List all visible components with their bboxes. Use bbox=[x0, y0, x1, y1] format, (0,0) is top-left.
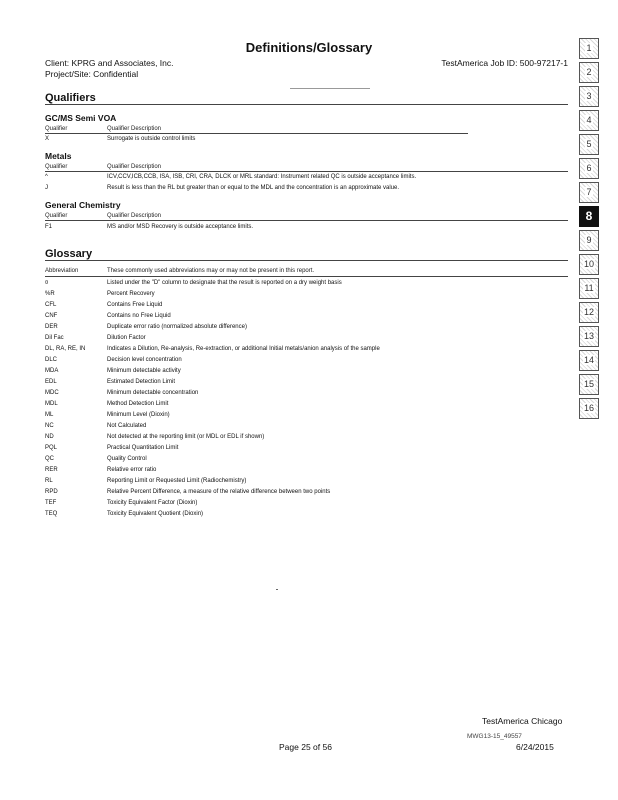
glossary-desc: Percent Recovery bbox=[107, 291, 155, 297]
side-tab[interactable]: 7 bbox=[579, 182, 599, 203]
qualifier-desc: Result is less than the RL but greater than or equal to the MDL and the concentration is an approximate value. bbox=[107, 185, 400, 191]
glossary-desc: Quality Control bbox=[107, 456, 147, 462]
footer-page-number: Page 25 of 56 bbox=[279, 742, 332, 752]
qualifier-desc: ICV,CCV,ICB,CCB, ISA, ISB, CRI, CRA, DLCK or MRL standard: Instrument related QC is outside acceptance limits. bbox=[107, 174, 417, 180]
section-heading-general-chemistry: General Chemistry bbox=[45, 200, 121, 210]
glossary-desc: Decision level concentration bbox=[107, 357, 182, 363]
glossary-abbr: ND bbox=[45, 434, 54, 440]
glossary-abbr: CFL bbox=[45, 302, 57, 308]
stray-mark bbox=[276, 589, 278, 590]
col-header-description: Qualifier Description bbox=[107, 213, 162, 219]
side-tab[interactable]: 9 bbox=[579, 230, 599, 251]
glossary-desc: Minimum Level (Dioxin) bbox=[107, 412, 170, 418]
side-tab[interactable]: 12 bbox=[579, 302, 599, 323]
footer-doc-code: MWG13-15_49557 bbox=[467, 733, 522, 740]
glossary-abbr: EDL bbox=[45, 379, 57, 385]
client-line: Client: KPRG and Associates, Inc. bbox=[45, 58, 174, 68]
glossary-heading: Glossary bbox=[45, 248, 93, 260]
glossary-abbr: TEF bbox=[45, 500, 57, 506]
col-header-qualifier: Qualifier bbox=[45, 126, 68, 132]
glossary-rule bbox=[45, 260, 568, 261]
glossary-abbr: CNF bbox=[45, 313, 58, 319]
table-rule bbox=[45, 133, 468, 134]
qualifier-code: F1 bbox=[45, 224, 53, 230]
side-tab[interactable]: 15 bbox=[579, 374, 599, 395]
glossary-abbr: DER bbox=[45, 324, 58, 330]
glossary-abbr: DLC bbox=[45, 357, 58, 363]
glossary-desc: Not Calculated bbox=[107, 423, 147, 429]
side-tab[interactable]: 5 bbox=[579, 134, 599, 155]
glossary-desc: Contains no Free Liquid bbox=[107, 313, 171, 319]
glossary-abbr: MDC bbox=[45, 390, 59, 396]
qualifier-code: ^ bbox=[45, 174, 48, 180]
side-tab-active[interactable]: 8 bbox=[579, 206, 599, 227]
col-header-qualifier: Qualifier bbox=[45, 213, 68, 219]
project-line: Project/Site: Confidential bbox=[45, 69, 139, 79]
glossary-abbr: Dil Fac bbox=[45, 335, 64, 341]
glossary-abbr: ¤ bbox=[45, 280, 49, 286]
table-rule bbox=[45, 276, 568, 277]
side-tab[interactable]: 10 bbox=[579, 254, 599, 275]
side-tab[interactable]: 3 bbox=[579, 86, 599, 107]
glossary-abbr: NC bbox=[45, 423, 54, 429]
side-tab[interactable]: 11 bbox=[579, 278, 599, 299]
table-rule bbox=[45, 171, 568, 172]
glossary-abbr: PQL bbox=[45, 445, 58, 451]
glossary-abbr: TEQ bbox=[45, 511, 58, 517]
glossary-desc: Dilution Factor bbox=[107, 335, 146, 341]
glossary-abbr: QC bbox=[45, 456, 54, 462]
glossary-desc: Not detected at the reporting limit (or MDL or EDL if shown) bbox=[107, 434, 265, 440]
side-tab[interactable]: 4 bbox=[579, 110, 599, 131]
qualifier-desc: MS and/or MSD Recovery is outside acceptance limits. bbox=[107, 224, 254, 230]
col-header-description: Qualifier Description bbox=[107, 126, 162, 132]
glossary-desc: Indicates a Dilution, Re-analysis, Re-extraction, or additional Initial metals/anion analysis of the sample bbox=[107, 346, 380, 352]
col-header-abbreviation: Abbreviation bbox=[45, 268, 79, 274]
glossary-abbr: %R bbox=[45, 291, 55, 297]
glossary-abbr: RPD bbox=[45, 489, 58, 495]
col-header-qualifier: Qualifier bbox=[45, 164, 68, 170]
glossary-desc: Toxicity Equivalent Quotient (Dioxin) bbox=[107, 511, 204, 517]
glossary-abbr: ML bbox=[45, 412, 54, 418]
side-tab[interactable]: 14 bbox=[579, 350, 599, 371]
glossary-desc: Relative Percent Difference, a measure of the relative difference between two points bbox=[107, 489, 331, 495]
glossary-desc: Minimum detectable activity bbox=[107, 368, 181, 374]
glossary-desc: Contains Free Liquid bbox=[107, 302, 163, 308]
glossary-desc: Practical Quantitation Limit bbox=[107, 445, 179, 451]
table-rule bbox=[45, 220, 568, 221]
side-tab[interactable]: 2 bbox=[579, 62, 599, 83]
glossary-abbr: RL bbox=[45, 478, 53, 484]
side-tab[interactable]: 13 bbox=[579, 326, 599, 347]
glossary-desc: Toxicity Equivalent Factor (Dioxin) bbox=[107, 500, 198, 506]
footer-company: TestAmerica Chicago bbox=[482, 716, 563, 726]
glossary-desc: Reporting Limit or Requested Limit (Radiochemistry) bbox=[107, 478, 247, 484]
col-header-description: Qualifier Description bbox=[107, 164, 162, 170]
job-id: TestAmerica Job ID: 500-97217-1 bbox=[441, 58, 568, 68]
qualifier-code: J bbox=[45, 185, 48, 191]
header-divider bbox=[290, 88, 370, 89]
section-heading-metals: Metals bbox=[45, 151, 72, 161]
footer-date: 6/24/2015 bbox=[516, 742, 554, 752]
side-tab[interactable]: 1 bbox=[579, 38, 599, 59]
page-title: Definitions/Glossary bbox=[245, 40, 373, 55]
glossary-desc: Minimum detectable concentration bbox=[107, 390, 199, 396]
glossary-desc: Listed under the "D" column to designate that the result is reported on a dry weight basis bbox=[107, 280, 342, 286]
side-tab[interactable]: 6 bbox=[579, 158, 599, 179]
glossary-abbr: MDA bbox=[45, 368, 59, 374]
glossary-abbr: RER bbox=[45, 467, 58, 473]
glossary-desc: Method Detection Limit bbox=[107, 401, 169, 407]
qualifier-code: X bbox=[45, 136, 50, 142]
glossary-abbr: MDL bbox=[45, 401, 58, 407]
qualifiers-heading: Qualifiers bbox=[45, 92, 96, 104]
glossary-abbr: DL, RA, RE, IN bbox=[45, 346, 86, 352]
qualifier-desc: Surrogate is outside control limits bbox=[107, 136, 196, 142]
col-header-note: These commonly used abbreviations may or may not be present in this report. bbox=[107, 268, 315, 274]
glossary-desc: Duplicate error ratio (normalized absolute difference) bbox=[107, 324, 247, 330]
qualifiers-rule bbox=[45, 104, 568, 105]
section-heading-gcms: GC/MS Semi VOA bbox=[45, 113, 117, 123]
glossary-desc: Estimated Detection Limit bbox=[107, 379, 176, 385]
glossary-desc: Relative error ratio bbox=[107, 467, 157, 473]
side-tab[interactable]: 16 bbox=[579, 398, 599, 419]
